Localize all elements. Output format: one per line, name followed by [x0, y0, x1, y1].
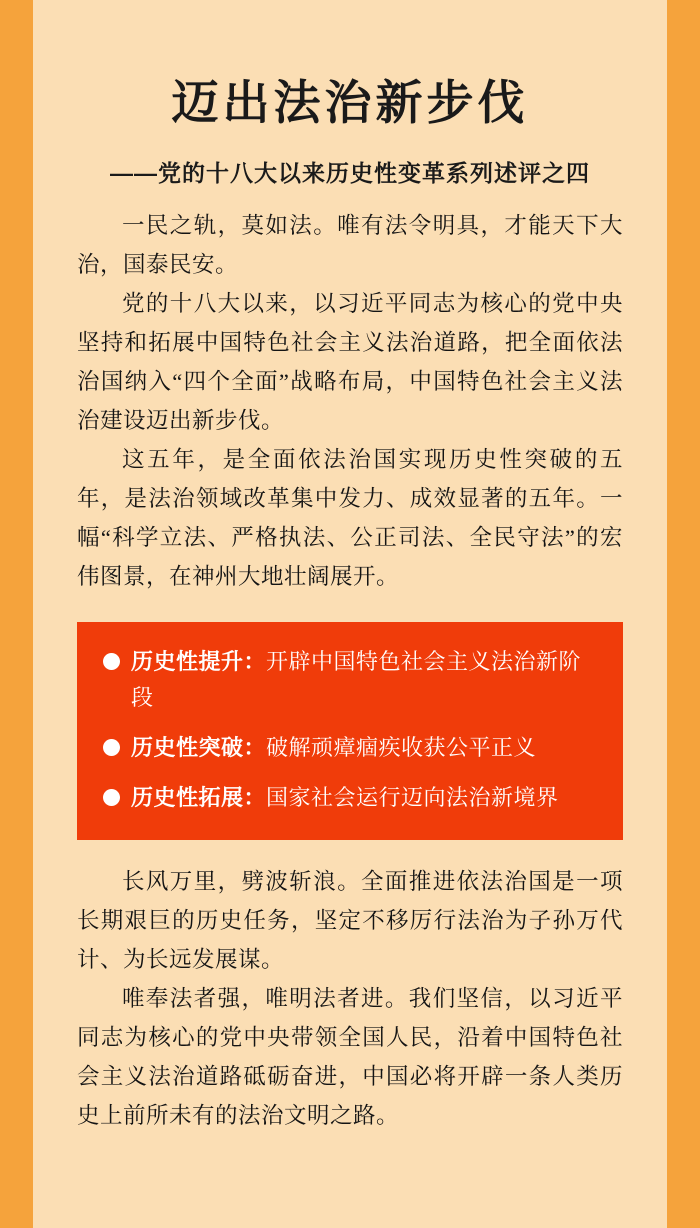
list-item [103, 644, 597, 716]
paragraph: 党的十八大以来，以习近平同志为核心的党中央坚持和拓展中国特色社会主义法治道路，把全面依法治国纳入“四个全面”战略布局，中国特色社会主义法治建设迈出新步伐。 [77, 291, 623, 433]
list-item [103, 780, 597, 816]
callout-item-text [131, 644, 597, 716]
bullet-dot-icon [103, 739, 120, 756]
highlight-callout [77, 622, 623, 840]
paragraph: 这五年，是全面依法治国实现历史性突破的五年，是法治领域改革集中发力、成效显著的五年。一幅“科学立法、严格执法、公正司法、全民守法”的宏伟图景，在神州大地壮阔展开。 [77, 447, 623, 589]
callout-item-lead: 历史性提升： [131, 649, 267, 674]
article-bottom [77, 840, 623, 1135]
callout-item-body: 开辟中国特色社会主义法治新阶段 [131, 649, 582, 710]
callout-item-text [131, 780, 559, 816]
page-title: 迈出法治新步伐 [171, 76, 529, 129]
article-top [77, 188, 623, 596]
bullet-dot-icon [103, 789, 120, 806]
callout-item-text [131, 730, 536, 766]
callout-item-lead: 历史性突破： [131, 735, 267, 760]
paragraph: 一民之轨，莫如法。唯有法令明具，才能天下大治，国泰民安。 [77, 213, 623, 277]
paragraph: 长风万里，劈波斩浪。全面推进依法治国是一项长期艰巨的历史任务，坚定不移厉行法治为子孙万代计、为长远发展谋。 [77, 869, 623, 972]
callout-item-body: 国家社会运行迈向法治新境界 [266, 785, 559, 810]
callout-item-body: 破解顽瘴痼疾收获公平正义 [266, 735, 537, 760]
list-item [103, 730, 597, 766]
bullet-dot-icon [103, 653, 120, 670]
paragraph: 唯奉法者强，唯明法者进。我们坚信，以习近平同志为核心的党中央带领全国人民，沿着中国特色社会主义法治道路砥砺奋进，中国必将开辟一条人类历史上前所未有的法治文明之路。 [77, 986, 623, 1128]
callout-item-lead: 历史性拓展： [131, 785, 267, 810]
poster-content-panel [33, 0, 667, 1228]
page-subtitle: ——党的十八大以来历史性变革系列述评之四 [110, 160, 590, 186]
